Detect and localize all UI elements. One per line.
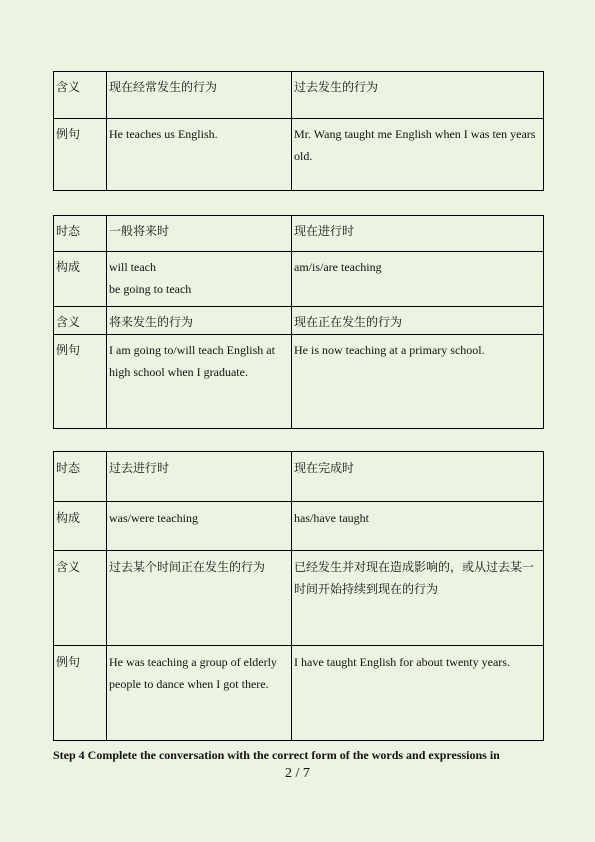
table-row xyxy=(54,646,544,741)
row-label: 时态 xyxy=(54,216,107,252)
cell-present-continuous: He is now teaching at a primary school. xyxy=(292,335,544,429)
row-label: 例句 xyxy=(54,119,107,191)
cell-present-continuous: 现在进行时 xyxy=(292,216,544,252)
cell-simple-present: 现在经常发生的行为 xyxy=(107,72,292,119)
table-row xyxy=(54,252,544,307)
row-label: 含义 xyxy=(54,551,107,646)
table-row xyxy=(54,119,544,191)
table-row xyxy=(54,335,544,429)
row-label: 构成 xyxy=(54,252,107,307)
cell-present-perfect: has/have taught xyxy=(292,502,544,551)
table-row xyxy=(54,502,544,551)
step-heading: Step 4 Complete the conversation with the correct form of the words and expressions in xyxy=(53,748,500,762)
cell-present-perfect: I have taught English for about twenty years. xyxy=(292,646,544,741)
cell-simple-present: He teaches us English. xyxy=(107,119,292,191)
cell-present-continuous: 现在正在发生的行为 xyxy=(292,307,544,335)
tense-table-3 xyxy=(53,451,544,741)
row-label: 例句 xyxy=(54,646,107,741)
row-label: 时态 xyxy=(54,452,107,502)
cell-simple-past: Mr. Wang taught me English when I was ten years old. xyxy=(292,119,544,191)
cell-simple-future: 一般将来时 xyxy=(107,216,292,252)
cell-present-continuous: am/is/are teaching xyxy=(292,252,544,307)
table-row xyxy=(54,72,544,119)
table-row xyxy=(54,452,544,502)
cell-past-continuous: was/were teaching xyxy=(107,502,292,551)
tense-table-1 xyxy=(53,71,544,191)
table-row xyxy=(54,551,544,646)
row-label: 含义 xyxy=(54,307,107,335)
cell-present-perfect: 现在完成时 xyxy=(292,452,544,502)
table-row xyxy=(54,216,544,252)
cell-past-continuous: 过去进行时 xyxy=(107,452,292,502)
table-row xyxy=(54,307,544,335)
cell-simple-future: 将来发生的行为 xyxy=(107,307,292,335)
row-label: 构成 xyxy=(54,502,107,551)
cell-simple-past: 过去发生的行为 xyxy=(292,72,544,119)
cell-present-perfect: 已经发生并对现在造成影响的，或从过去某一时间开始持续到现在的行为 xyxy=(292,551,544,646)
tense-table-2 xyxy=(53,215,544,429)
page-number: 2 / 7 xyxy=(285,766,310,781)
cell-past-continuous: 过去某个时间正在发生的行为 xyxy=(107,551,292,646)
row-label: 含义 xyxy=(54,72,107,119)
cell-past-continuous: He was teaching a group of elderly people to dance when I got there. xyxy=(107,646,292,741)
cell-simple-future: I am going to/will teach English at high school when I graduate. xyxy=(107,335,292,429)
cell-simple-future: will teach be going to teach xyxy=(107,252,292,307)
row-label: 例句 xyxy=(54,335,107,429)
